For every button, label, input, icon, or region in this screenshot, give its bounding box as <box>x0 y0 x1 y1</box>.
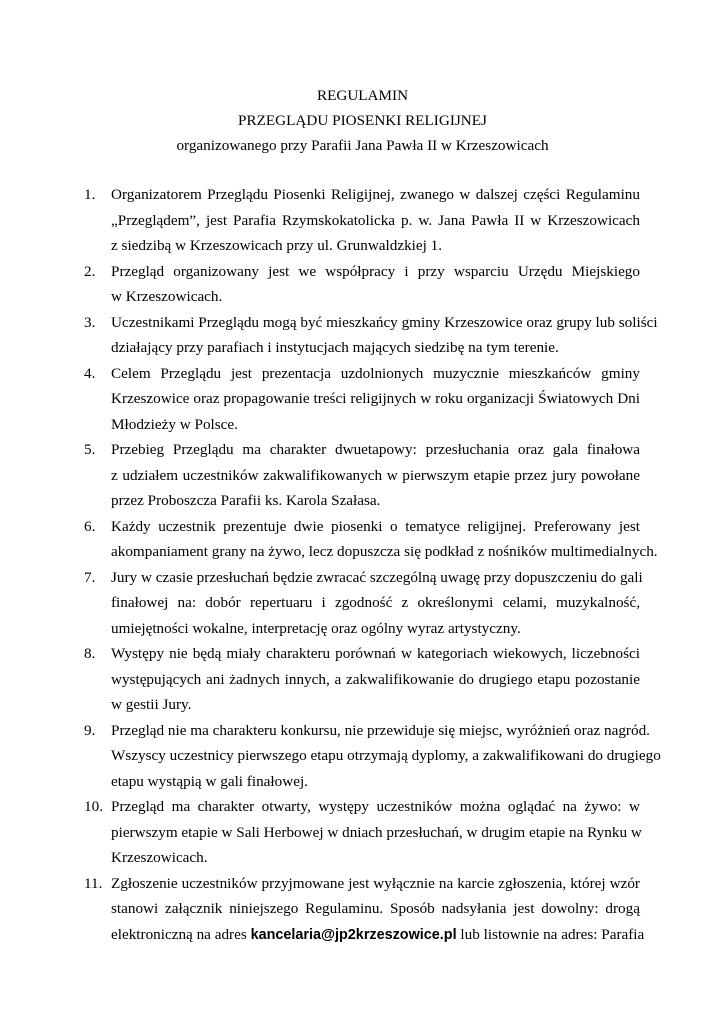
rule-line: Przegląd organizowany jest we współpracy i przy wsparciu Urzędu Miejskiego <box>111 262 640 280</box>
contact-email: kancelaria@jp2krzeszowice.pl <box>250 926 457 943</box>
rule-line: występujących ani żadnych innych, a zakwalifikowanie do drugiego etapu pozostanie <box>111 670 640 688</box>
rule-item <box>0 310 725 361</box>
rule-item <box>0 361 725 438</box>
rule-number: 11. <box>84 874 103 892</box>
rule-line: Krzeszowice oraz propagowanie treści religijnych w roku organizacji Światowych Dni <box>111 390 640 407</box>
rule-item <box>0 794 725 871</box>
rule-line: akompaniament grany na żywo, lecz dopuszcza się podkład z nośników multimedialnych. <box>111 543 658 560</box>
rule-line: z siedzibą w Krzeszowicach przy ul. Grunwaldzkiej 1. <box>111 237 443 254</box>
rule-number: 9. <box>84 721 96 739</box>
rule-number: 4. <box>84 364 96 382</box>
rule-item <box>0 182 725 259</box>
rule-item <box>0 641 725 718</box>
rule-item <box>0 259 725 310</box>
rule-line: działający przy parafiach i instytucjach mających siedzibę na tym terenie. <box>111 339 559 356</box>
document-organizer-line: organizowanego przy Parafii Jana Pawła II w Krzeszowicach <box>176 137 549 154</box>
rule-text <box>111 871 645 948</box>
rule-line: w Krzeszowicach. <box>111 288 223 305</box>
document-subtitle: PRZEGLĄDU PIOSENKI RELIGIJNEJ <box>238 112 487 129</box>
rule-text <box>111 259 640 310</box>
rule-number: 6. <box>84 517 96 535</box>
rule-line: Wszyscy uczestnicy pierwszego etapu otrzymają dyplomy, a zakwalifikowani do drugiego <box>111 747 661 764</box>
rule-number: 7. <box>84 568 96 586</box>
rule-line: Przegląd nie ma charakteru konkursu, nie przewiduje się miejsc, wyróżnień oraz nagród. <box>111 721 650 739</box>
rule-item <box>0 565 725 642</box>
rule-line: w gestii Jury. <box>111 696 192 713</box>
rule-text <box>111 794 640 871</box>
rule-line: elektroniczną na adres kancelaria@jp2krzeszowice.pl lub listownie na adres: Parafia <box>111 925 645 943</box>
rule-line: Każdy uczestnik prezentuje dwie piosenki o tematyce religijnej. Preferowany jest <box>111 517 640 535</box>
rule-line: Występy nie będą miały charakteru porównań w kategoriach wiekowych, liczebności <box>111 645 640 662</box>
rule-number: 10. <box>84 798 103 815</box>
rules-list <box>0 182 725 947</box>
rule-text <box>111 182 640 259</box>
rule-line: Krzeszowicach. <box>111 849 208 866</box>
document-title: REGULAMIN <box>316 87 409 104</box>
rule-number: 3. <box>84 313 96 331</box>
rule-line: pierwszym etapie w Sali Herbowej w dniach przesłuchań, w drugim etapie na Rynku w <box>111 823 642 841</box>
rule-item <box>0 718 725 795</box>
rule-line: z udziałem uczestników zakwalifikowanych w pierwszym etapie przez jury powołane <box>111 466 640 484</box>
rule-number: 1. <box>84 186 96 203</box>
rule-line: Uczestnikami Przeglądu mogą być mieszkańcy gminy Krzeszowice oraz grupy lub soliści <box>111 313 658 331</box>
rule-text <box>111 310 658 361</box>
rule-item <box>0 514 725 565</box>
rule-line: Organizatorem Przeglądu Piosenki Religijnej, zwanego w dalszej części Regulaminu <box>111 186 640 203</box>
rule-text <box>111 565 643 642</box>
rule-item <box>0 437 725 514</box>
rule-line: Przebieg Przeglądu ma charakter dwuetapowy: przesłuchania oraz gala finałowa <box>111 441 640 458</box>
rule-line: „Przeglądem”, jest Parafia Rzymskokatolicka p. w. Jana Pawła II w Krzeszowicach <box>111 211 640 229</box>
rule-text <box>111 641 640 718</box>
rule-line: Jury w czasie przesłuchań będzie zwracać szczególną uwagę przy dopuszczeniu do gali <box>111 568 643 586</box>
rule-line: przez Proboszcza Parafii ks. Karola Szałasa. <box>111 492 381 509</box>
rule-line: etapu wystąpią w gali finałowej. <box>111 772 308 790</box>
rule-item <box>0 871 725 948</box>
rule-line: umiejętności wokalne, interpretację oraz ogólny wyraz artystyczny. <box>111 619 521 637</box>
rule-line: Zgłoszenie uczestników przyjmowane jest wyłącznie na karcie zgłoszenia, której wzór <box>111 874 640 892</box>
rule-line: Młodzieży w Polsce. <box>111 415 238 433</box>
rule-line: Przegląd ma charakter otwarty, występy uczestników można oglądać na żywo: w <box>111 798 640 815</box>
rule-number: 2. <box>84 262 96 280</box>
rule-line: stanowi załącznik niniejszego Regulaminu. Sposób nadsyłania jest dowolny: drogą <box>111 900 640 917</box>
rule-line: finałowej na: dobór repertuaru i zgodność z określonymi celami, muzykalność, <box>111 594 640 611</box>
rule-number: 5. <box>84 441 96 458</box>
rule-text <box>111 437 640 514</box>
rule-text <box>111 718 661 795</box>
rule-text <box>111 514 658 565</box>
rule-text <box>111 361 640 438</box>
rule-line: Celem Przeglądu jest prezentacja uzdolnionych muzycznie mieszkańców gminy <box>111 364 640 382</box>
rule-number: 8. <box>84 645 96 662</box>
